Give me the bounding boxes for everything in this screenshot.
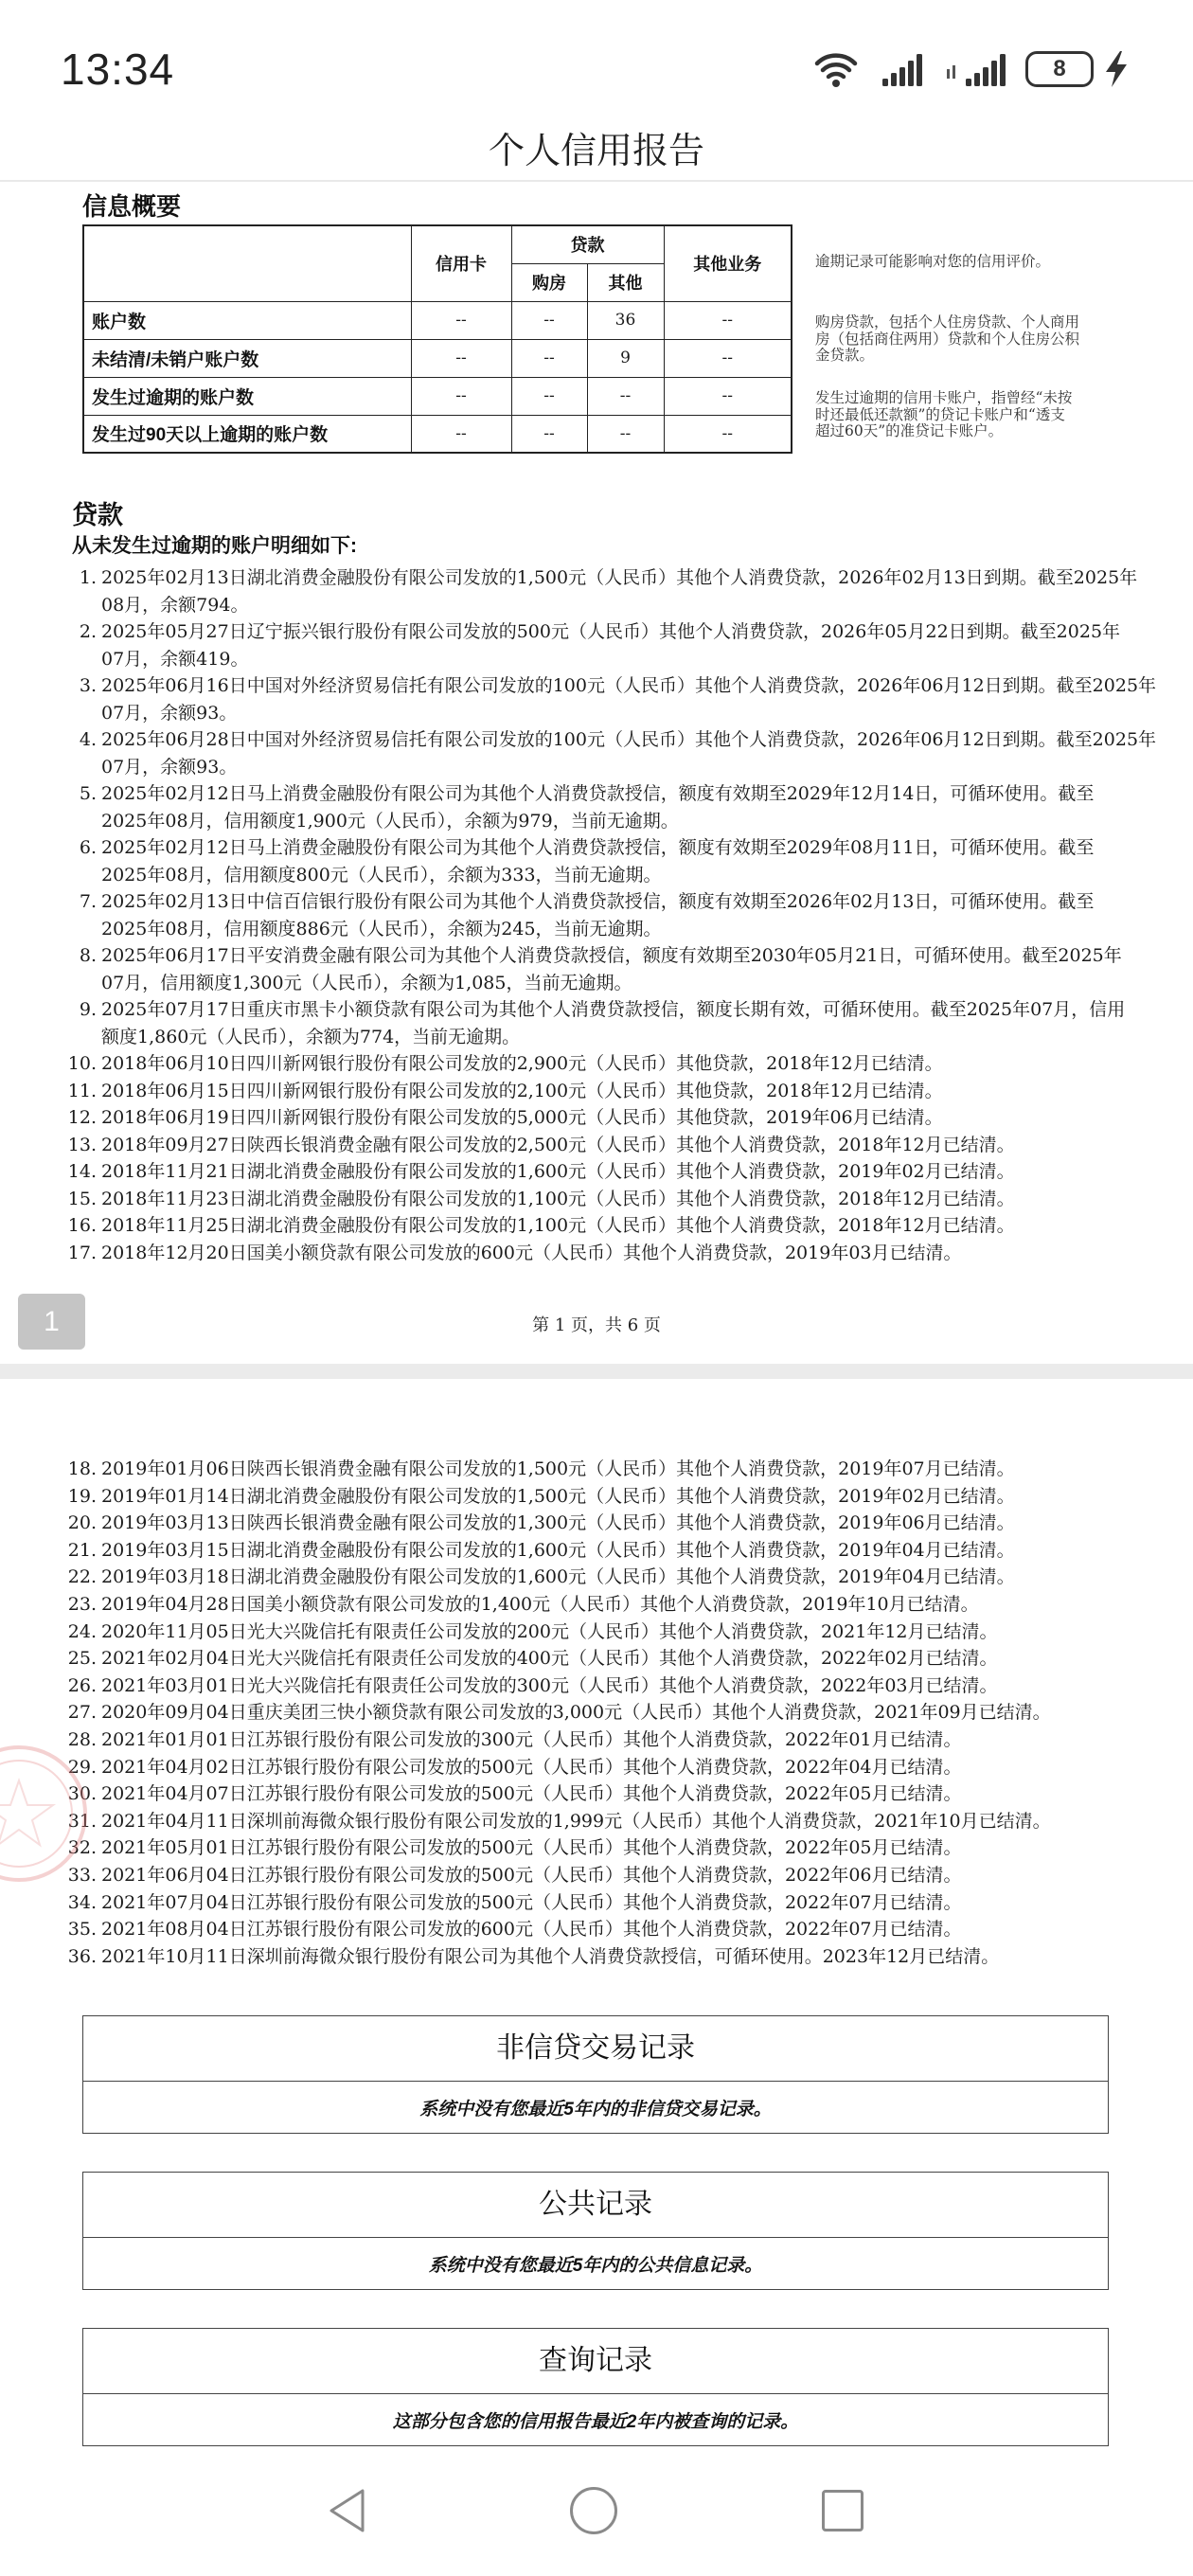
record-sections — [82, 2015, 1109, 2484]
loan-item — [66, 834, 1165, 888]
loan-item-number: 24. — [67, 1620, 97, 1642]
loan-item-text — [101, 1510, 1015, 1537]
back-icon[interactable] — [327, 2487, 366, 2534]
record-section-title: 非信贷交易记录 — [83, 2016, 1108, 2082]
loan-item-text — [101, 564, 1137, 618]
note-line: 时还最低还款额”的贷记卡账户和“透支 — [815, 405, 1065, 423]
loan-item-text — [101, 1645, 998, 1673]
loan-item-number: 36. — [67, 1945, 97, 1967]
summary-table — [82, 224, 792, 454]
loan-item — [66, 996, 1165, 1050]
loan-item-number: 35. — [67, 1919, 97, 1941]
loan-item-line: 2021年05月01日江苏银行股份有限公司发放的500元（人民币）其他个人消费贷款，2022年05月已结清。 — [101, 1837, 962, 1859]
loan-item-number: 28. — [67, 1728, 97, 1750]
table-row — [83, 377, 792, 415]
table-corner — [83, 225, 411, 301]
loan-item — [66, 1483, 1165, 1511]
loan-item-text — [101, 1699, 1051, 1726]
loan-item-number: 23. — [67, 1593, 97, 1615]
note-line: 购房贷款，包括个人住房贷款、个人商用 — [815, 313, 1080, 331]
loan-item-number: 1. — [79, 567, 97, 588]
loan-item — [66, 1104, 1165, 1132]
loan-item-line: 2025年08月，信用额度886元（人民币），余额为245，当前无逾期。 — [101, 918, 662, 939]
note — [815, 254, 1118, 271]
loan-item-text — [101, 996, 1125, 1050]
table-cell: -- — [664, 339, 792, 377]
loan-item — [66, 1510, 1165, 1537]
table-cell: -- — [511, 377, 587, 415]
loan-item-text — [101, 942, 1122, 996]
loan-item — [66, 1537, 1165, 1565]
loans-subheading: 从未发生过逾期的账户明细如下: — [72, 535, 357, 557]
loan-item — [66, 1699, 1165, 1726]
loan-item-line: 2025年06月16日中国对外经济贸易信托有限公司发放的100元（人民币）其他个人消费贷款，2026年06月12日到期。截至2025年 — [101, 675, 1157, 696]
loan-item-number: 6. — [79, 837, 97, 858]
loan-item — [66, 1050, 1165, 1078]
header-other: 其他 — [587, 263, 664, 301]
page-separator — [0, 1364, 1193, 1379]
loan-item-text — [101, 1104, 943, 1132]
loan-item-line: 2025年05月27日辽宁振兴银行股份有限公司发放的500元（人民币）其他个人消费贷款，2026年05月22日到期。截至2025年 — [101, 621, 1121, 642]
row-label: 发生过90天以上逾期的账户数 — [83, 415, 411, 453]
table-cell: -- — [587, 415, 664, 453]
loan-item-number: 4. — [79, 729, 97, 750]
loan-item — [66, 1673, 1165, 1700]
table-cell: 9 — [587, 339, 664, 377]
table-row — [83, 415, 792, 453]
loan-item-number: 29. — [67, 1756, 97, 1778]
loan-item — [66, 1808, 1165, 1835]
loan-item-text — [101, 1916, 962, 1943]
loan-item-line: 2021年04月07日江苏银行股份有限公司发放的500元（人民币）其他个人消费贷款，2022年05月已结清。 — [101, 1783, 962, 1805]
loan-item-text — [101, 1212, 1015, 1240]
header-housing: 购房 — [511, 263, 587, 301]
table-cell: -- — [411, 377, 511, 415]
loan-item-text — [101, 1943, 999, 1971]
loan-list-page-2 — [66, 1456, 1165, 1970]
page-title: 个人信用报告 — [488, 132, 704, 171]
loan-item-line: 2021年07月04日江苏银行股份有限公司发放的500元（人民币）其他个人消费贷款，2022年07月已结清。 — [101, 1891, 962, 1913]
loan-item-line: 07月，信用额度1,300元（人民币），余额为1,085，当前无逾期。 — [101, 972, 632, 993]
loan-item-number: 25. — [67, 1648, 97, 1670]
record-section-message: 系统中没有您最近5年内的非信贷交易记录。 — [419, 2099, 772, 2120]
loan-item-text — [101, 1537, 1015, 1565]
table-cell: -- — [411, 415, 511, 453]
loan-item-line: 2020年11月05日光大兴陇信托有限责任公司发放的200元（人民币）其他个人消费贷款，2021年12月已结清。 — [101, 1620, 998, 1642]
loan-list-page-1 — [66, 564, 1165, 1266]
loan-item — [66, 1078, 1165, 1105]
loan-item — [66, 1943, 1165, 1971]
note-line: 超过60天”的准贷记卡账户。 — [815, 422, 1004, 439]
loan-item-line: 08月，余额794。 — [101, 594, 249, 616]
table-row — [83, 301, 792, 339]
loan-item — [66, 780, 1165, 834]
charging-icon — [1102, 49, 1131, 89]
loan-item — [66, 1132, 1165, 1159]
page-indicator: 1 — [18, 1294, 85, 1350]
loan-item-number: 16. — [67, 1215, 97, 1236]
signal-icon-2 — [945, 52, 1011, 86]
loan-item-number: 11. — [67, 1080, 97, 1101]
header-loan: 贷款 — [511, 225, 664, 263]
loan-item-text — [101, 1456, 1015, 1483]
record-section — [82, 2172, 1109, 2290]
loan-item-line: 2020年09月04日重庆美团三快小额贷款有限公司发放的3,000元（人民币）其他个人消费贷款，2021年09月已结清。 — [101, 1702, 1051, 1724]
row-label: 发生过逾期的账户数 — [83, 377, 411, 415]
header-credit-card: 信用卡 — [411, 225, 511, 301]
loan-item-number: 5. — [79, 783, 97, 804]
summary-heading: 信息概要 — [82, 192, 182, 221]
loan-item — [66, 942, 1165, 996]
loan-item-line: 2025年02月13日湖北消费金融股份有限公司发放的1,500元（人民币）其他个人消费贷款，2026年02月13日到期。截至2025年 — [101, 567, 1138, 588]
loan-item-line: 2025年06月28日中国对外经济贸易信托有限公司发放的100元（人民币）其他个人消费贷款，2026年06月12日到期。截至2025年 — [101, 729, 1157, 750]
loan-item-text — [101, 1619, 998, 1646]
loan-item-line: 2019年03月15日湖北消费金融股份有限公司发放的1,600元（人民币）其他个人消费贷款，2019年04月已结清。 — [101, 1539, 1015, 1561]
loan-item — [66, 1862, 1165, 1889]
loan-item-number: 10. — [67, 1053, 97, 1074]
record-section-title: 查询记录 — [83, 2329, 1108, 2394]
loan-item-text — [101, 672, 1156, 726]
table-cell: 36 — [587, 301, 664, 339]
loan-item-text — [101, 1483, 1015, 1511]
loan-item-number: 18. — [67, 1458, 97, 1479]
loan-item-line: 2021年02月04日光大兴陇信托有限责任公司发放的400元（人民币）其他个人消费贷款，2022年02月已结清。 — [101, 1648, 998, 1670]
loan-item-number: 31. — [67, 1810, 97, 1832]
loan-item-line: 2025年08月，信用额度800元（人民币），余额为333，当前无逾期。 — [101, 864, 662, 886]
record-section — [82, 2328, 1109, 2446]
loan-item-number: 7. — [79, 891, 97, 912]
loan-item-text — [101, 1726, 962, 1754]
loan-item-number: 22. — [67, 1566, 97, 1588]
loan-item — [66, 564, 1165, 618]
loan-item-text — [101, 780, 1094, 834]
loan-item-line: 2021年04月02日江苏银行股份有限公司发放的500元（人民币）其他个人消费贷款，2022年04月已结清。 — [101, 1756, 962, 1778]
loan-item-number: 14. — [67, 1161, 97, 1182]
loan-item-text — [101, 1186, 1015, 1213]
app-header — [0, 114, 1193, 182]
loan-item-text — [101, 1834, 962, 1862]
status-time: 13:34 — [61, 45, 175, 94]
loan-item-line: 07月，余额419。 — [101, 648, 249, 670]
loan-item-text — [101, 1808, 1051, 1835]
loan-item-number: 2. — [79, 621, 97, 642]
loan-item-text — [101, 1889, 962, 1917]
loan-item-line: 07月，余额93。 — [101, 702, 238, 724]
loan-item-line: 2019年01月14日湖北消费金融股份有限公司发放的1,500元（人民币）其他个人消费贷款，2019年02月已结清。 — [101, 1485, 1015, 1507]
loan-item-text — [101, 1564, 1015, 1591]
loan-item-line: 2025年02月12日马上消费金融股份有限公司为其他个人消费贷款授信，额度有效期至2029年12月14日，可循环使用。截至 — [101, 783, 1095, 804]
loan-item-line: 2018年12月20日国美小额贷款有限公司发放的600元（人民币）其他个人消费贷款，2019年03月已结清。 — [101, 1242, 962, 1263]
loan-item — [66, 888, 1165, 942]
loan-item-line: 2019年03月18日湖北消费金融股份有限公司发放的1,600元（人民币）其他个人消费贷款，2019年04月已结清。 — [101, 1566, 1015, 1588]
header-other-business: 其他业务 — [664, 225, 792, 301]
table-cell: -- — [664, 377, 792, 415]
loan-item — [66, 726, 1165, 780]
loan-item — [66, 1591, 1165, 1619]
row-label: 账户数 — [83, 301, 411, 339]
loan-item-number: 27. — [67, 1702, 97, 1724]
loan-item-text — [101, 1240, 962, 1267]
loan-item-line: 2025年02月13日中信百信银行股份有限公司为其他个人消费贷款授信，额度有效期至2026年02月13日，可循环使用。截至 — [101, 891, 1095, 912]
loan-item — [66, 672, 1165, 726]
loan-item-line: 07月，余额93。 — [101, 756, 238, 778]
loan-item-number: 19. — [67, 1485, 97, 1507]
recents-icon[interactable] — [822, 2490, 864, 2531]
loan-item-line: 2018年11月21日湖北消费金融股份有限公司发放的1,600元（人民币）其他个人消费贷款，2019年02月已结清。 — [101, 1161, 1015, 1182]
loan-item-line: 2021年01月01日江苏银行股份有限公司发放的300元（人民币）其他个人消费贷款，2022年01月已结清。 — [101, 1728, 962, 1750]
loan-item-number: 20. — [67, 1512, 97, 1534]
loan-item-line: 2018年11月23日湖北消费金融股份有限公司发放的1,100元（人民币）其他个人消费贷款，2018年12月已结清。 — [101, 1188, 1015, 1209]
note-line: 房（包括商住两用）贷款和个人住房公积 — [815, 330, 1080, 348]
loan-item — [66, 1916, 1165, 1943]
record-section-message: 系统中没有您最近5年内的公共信息记录。 — [428, 2255, 763, 2276]
loan-item — [66, 1456, 1165, 1483]
loan-item-line: 2021年06月04日江苏银行股份有限公司发放的500元（人民币）其他个人消费贷款，2022年06月已结清。 — [101, 1864, 962, 1886]
table-cell: -- — [664, 301, 792, 339]
loan-item — [66, 1186, 1165, 1213]
table-cell: -- — [411, 339, 511, 377]
loan-item-text — [101, 618, 1120, 672]
record-section-title: 公共记录 — [83, 2173, 1108, 2238]
note — [815, 390, 1118, 440]
loan-item — [66, 1834, 1165, 1862]
loan-item-line: 额度1,860元（人民币），余额为774，当前无逾期。 — [101, 1026, 521, 1047]
loan-item-line: 2019年03月13日陕西长银消费金融有限公司发放的1,300元（人民币）其他个人消费贷款，2019年06月已结清。 — [101, 1512, 1015, 1534]
record-section-message: 这部分包含您的信用报告最近2年内被查询的记录。 — [392, 2411, 799, 2432]
loan-item-text — [101, 888, 1094, 942]
loan-item-number: 33. — [67, 1864, 97, 1886]
table-cell: -- — [511, 301, 587, 339]
signal-icon — [882, 52, 928, 86]
table-cell: -- — [511, 415, 587, 453]
loan-item — [66, 1889, 1165, 1917]
table-cell: -- — [664, 415, 792, 453]
table-row — [83, 339, 792, 377]
loan-item-line: 2018年09月27日陕西长银消费金融有限公司发放的2,500元（人民币）其他个人消费贷款，2018年12月已结清。 — [101, 1134, 1015, 1155]
loan-item-number: 13. — [67, 1134, 97, 1155]
loan-item-line: 2021年03月01日光大兴陇信托有限责任公司发放的300元（人民币）其他个人消费贷款，2022年03月已结清。 — [101, 1674, 998, 1696]
battery-icon — [1025, 51, 1094, 87]
loan-item-number: 9. — [79, 999, 97, 1020]
loan-item — [66, 1726, 1165, 1754]
loan-item — [66, 1240, 1165, 1267]
table-cell: -- — [411, 301, 511, 339]
loan-item-number: 32. — [67, 1837, 97, 1859]
loan-item-line: 2018年06月15日四川新网银行股份有限公司发放的2,100元（人民币）其他贷款，2018年12月已结清。 — [101, 1080, 943, 1101]
loan-item-number: 34. — [67, 1891, 97, 1913]
loan-item-text — [101, 1591, 979, 1619]
loan-item-line: 2021年10月11日深圳前海微众银行股份有限公司为其他个人消费贷款授信，可循环使用。2023年12月已结清。 — [101, 1945, 1000, 1967]
loan-item-number: 8. — [79, 945, 97, 966]
loan-item-line: 2019年01月06日陕西长银消费金融有限公司发放的1,500元（人民币）其他个人消费贷款，2019年07月已结清。 — [101, 1458, 1015, 1479]
loan-item-text — [101, 1862, 962, 1889]
loan-item-number: 17. — [67, 1242, 97, 1263]
loan-item-line: 2018年06月10日四川新网银行股份有限公司发放的2,900元（人民币）其他贷款，2018年12月已结清。 — [101, 1053, 943, 1074]
loan-item — [66, 1619, 1165, 1646]
summary-table-body — [83, 301, 792, 453]
page-footer: 第 1 页，共 6 页 — [532, 1315, 661, 1335]
battery-level: 8 — [1053, 56, 1066, 81]
loan-item-text — [101, 1078, 943, 1105]
loan-item-line: 2019年04月28日国美小额贷款有限公司发放的1,400元（人民币）其他个人消费贷款，2019年10月已结清。 — [101, 1593, 979, 1615]
loan-item-text — [101, 1673, 998, 1700]
loan-item-line: 2018年06月19日四川新网银行股份有限公司发放的5,000元（人民币）其他贷款，2019年06月已结清。 — [101, 1107, 943, 1128]
loan-item-line: 2021年04月11日深圳前海微众银行股份有限公司发放的1,999元（人民币）其他个人消费贷款，2021年10月已结清。 — [101, 1810, 1051, 1832]
loan-item — [66, 618, 1165, 672]
loan-item-number: 21. — [67, 1539, 97, 1561]
loan-item-number: 30. — [67, 1783, 97, 1805]
loan-item — [66, 1780, 1165, 1808]
loan-item — [66, 1564, 1165, 1591]
loan-item-line: 2025年06月17日平安消费金融有限公司为其他个人消费贷款授信，额度有效期至2030年05月21日，可循环使用。截至2025年 — [101, 945, 1122, 966]
loan-item-line: 2025年08月，信用额度1,900元（人民币），余额为979，当前无逾期。 — [101, 810, 679, 832]
loan-item-text — [101, 1754, 962, 1781]
loan-item-text — [101, 1132, 1015, 1159]
wifi-icon — [813, 49, 859, 89]
home-icon[interactable] — [570, 2487, 617, 2534]
loan-item-number: 12. — [67, 1107, 97, 1128]
nav-bar — [0, 2470, 1193, 2576]
loan-item-line: 2021年08月04日江苏银行股份有限公司发放的600元（人民币）其他个人消费贷款，2022年07月已结清。 — [101, 1919, 962, 1941]
loan-item — [66, 1754, 1165, 1781]
loan-item-number: 15. — [67, 1188, 97, 1209]
note-line: 发生过逾期的信用卡账户，指曾经“未按 — [815, 389, 1073, 406]
note — [815, 314, 1118, 365]
loan-item-text — [101, 834, 1094, 888]
loan-item-text — [101, 726, 1156, 780]
loan-item-text — [101, 1780, 962, 1808]
table-header-row — [83, 225, 792, 263]
loans-heading: 贷款 — [72, 501, 123, 529]
loan-item — [66, 1212, 1165, 1240]
loan-item — [66, 1645, 1165, 1673]
loan-item-number: 26. — [67, 1674, 97, 1696]
loan-item-line: 2025年07月17日重庆市黑卡小额贷款有限公司为其他个人消费贷款授信，额度长期有效，可循环使用。截至2025年07月，信用 — [101, 999, 1126, 1020]
loan-item-text — [101, 1050, 943, 1078]
table-cell: -- — [511, 339, 587, 377]
record-section — [82, 2015, 1109, 2134]
note-line: 逾期记录可能影响对您的信用评价。 — [815, 253, 1051, 270]
row-label: 未结清/未销户账户数 — [83, 339, 411, 377]
loan-item-line: 2018年11月25日湖北消费金融股份有限公司发放的1,100元（人民币）其他个人消费贷款，2018年12月已结清。 — [101, 1215, 1015, 1236]
loan-item-number: 3. — [79, 675, 97, 696]
loan-item-text — [101, 1158, 1015, 1186]
note-line: 金贷款。 — [815, 347, 875, 364]
table-cell: -- — [587, 377, 664, 415]
loan-item — [66, 1158, 1165, 1186]
status-bar — [0, 0, 1193, 114]
loan-item-line: 2025年02月12日马上消费金融股份有限公司为其他个人消费贷款授信，额度有效期至2029年08月11日，可循环使用。截至 — [101, 837, 1095, 858]
